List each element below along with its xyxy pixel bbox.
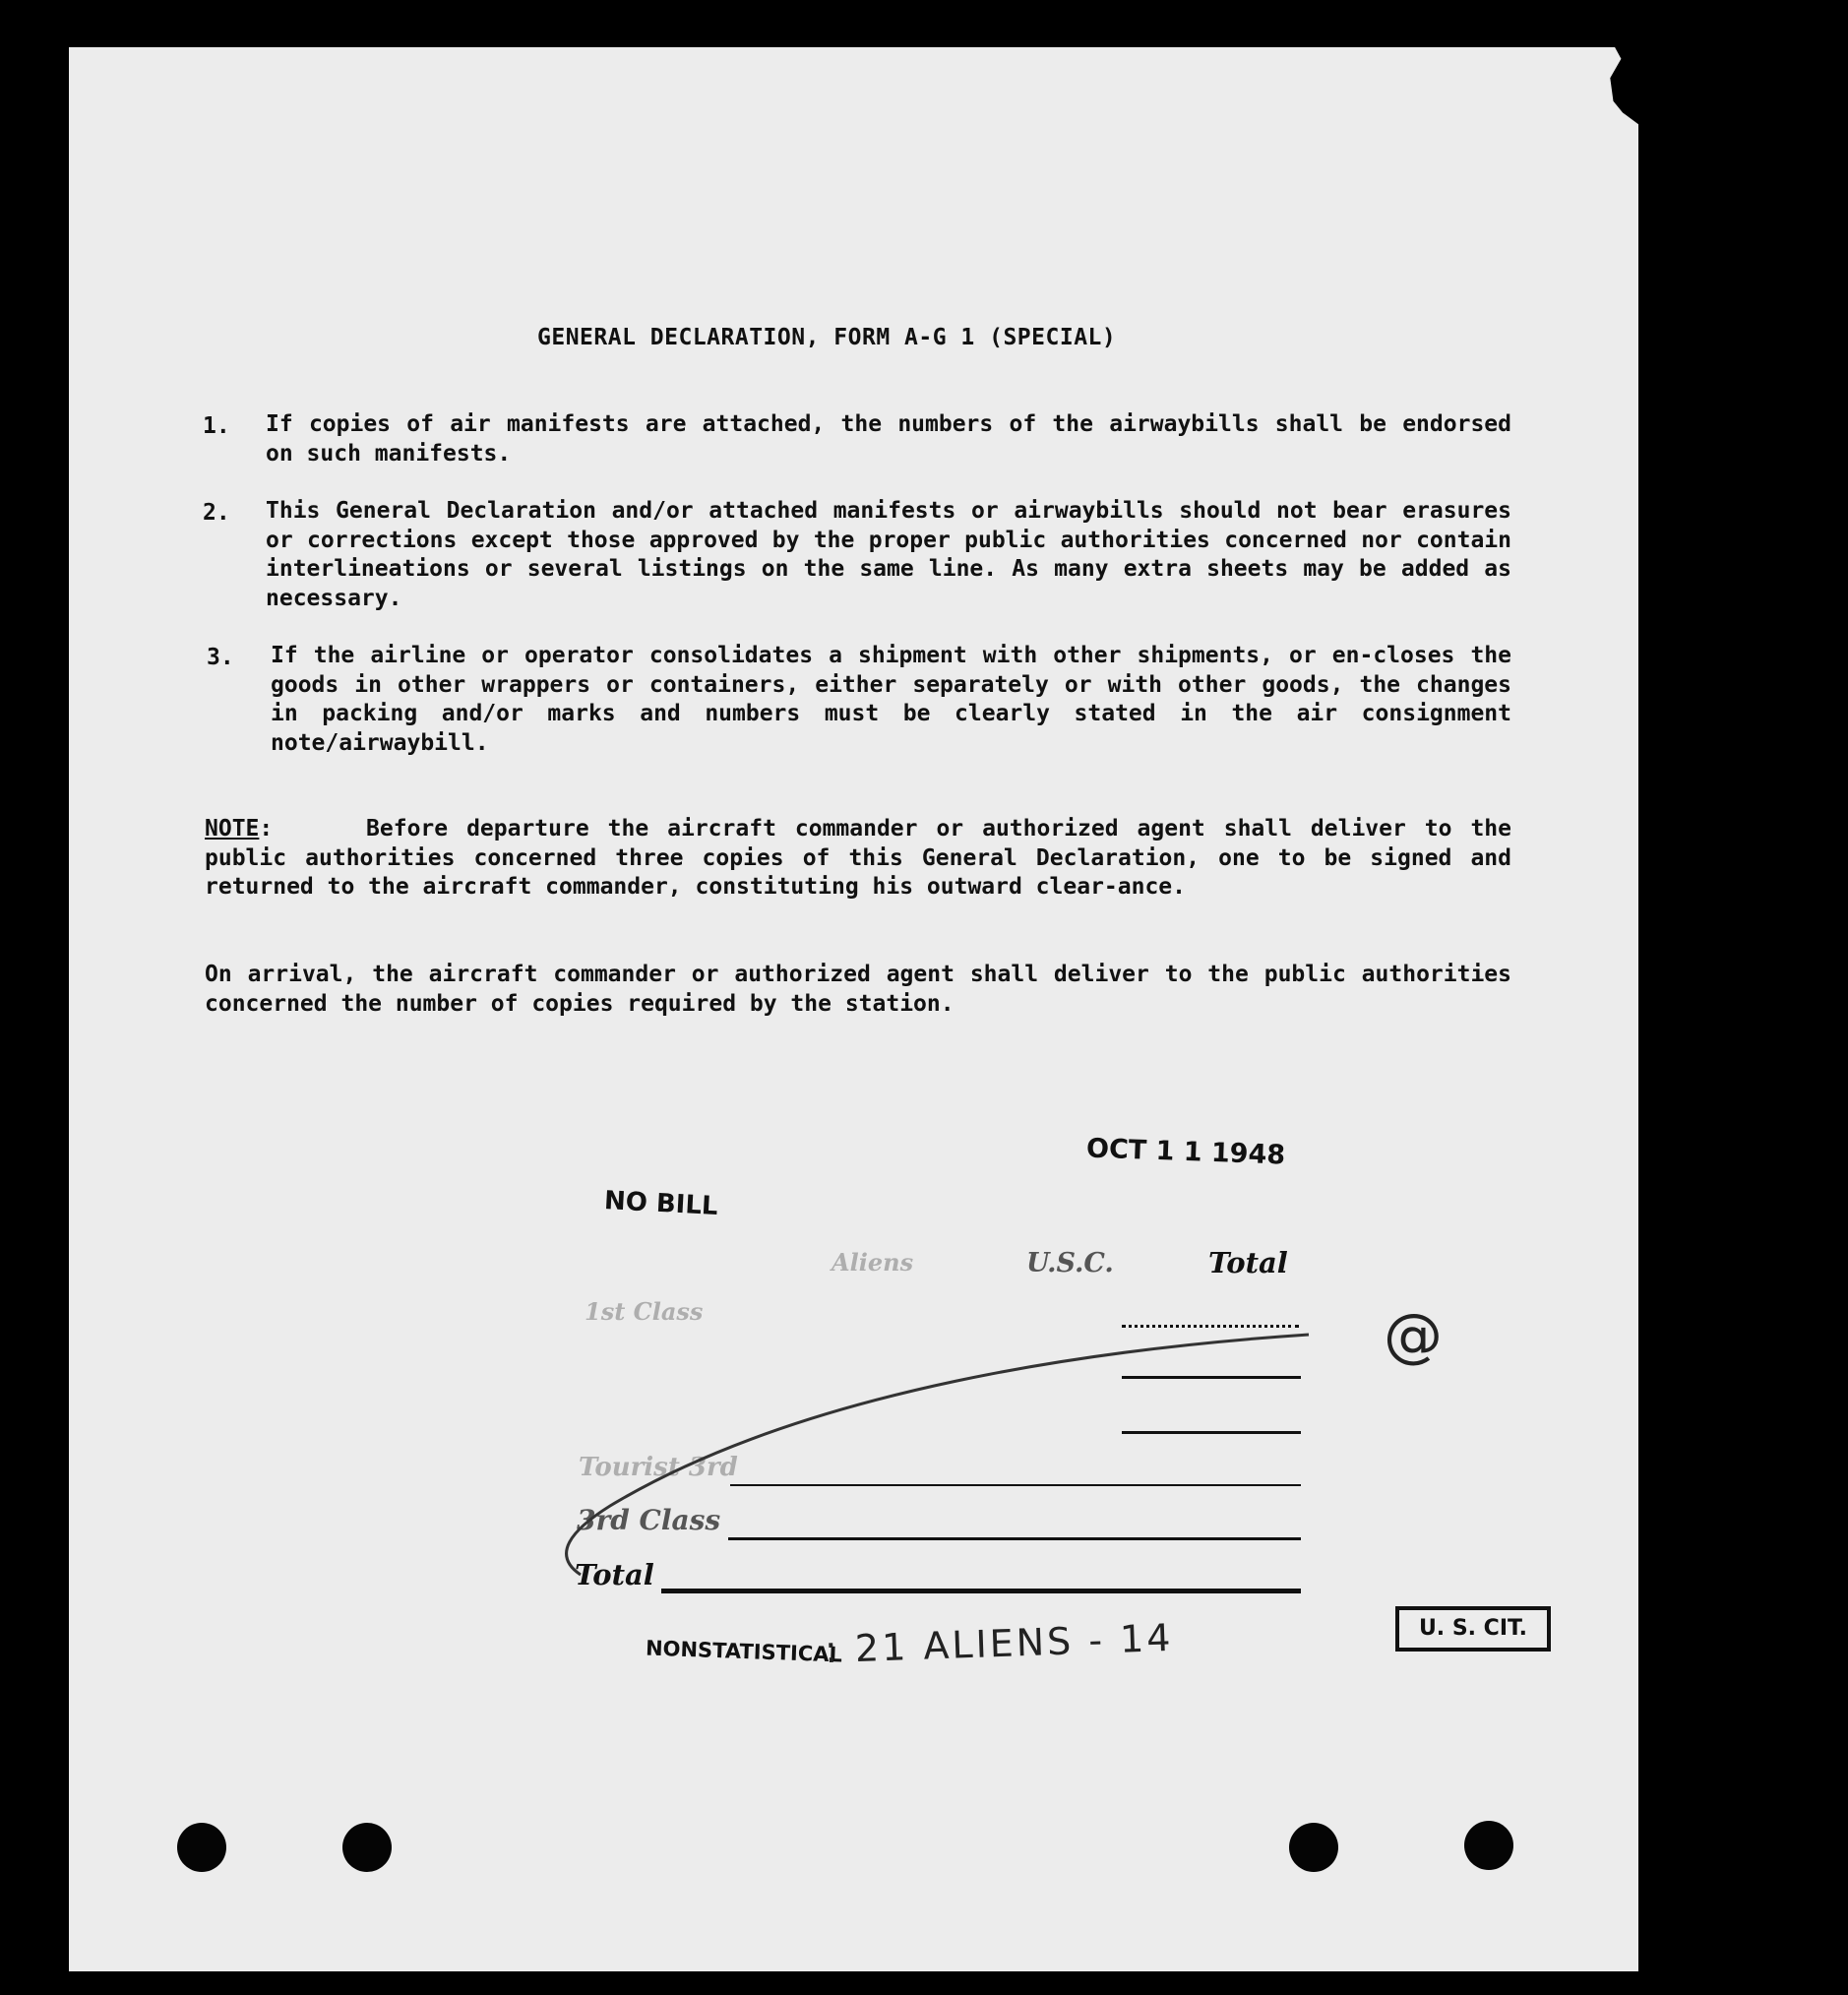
note-colon: : (259, 816, 274, 842)
punch-hole-1 (177, 1823, 226, 1872)
row-1st-class-label: 1st Class (585, 1297, 704, 1326)
line-total (661, 1589, 1301, 1593)
item-2-number: 2. (203, 500, 230, 526)
col-aliens-label: Aliens (832, 1248, 914, 1277)
item-1-number: 1. (203, 413, 230, 439)
row-total-label: Total (575, 1558, 654, 1591)
handwritten-mark: @ (1384, 1301, 1443, 1370)
item-3-text: If the airline or operator consolidates a shipment with other shipments, or en-closes the goods in other wrappers or containers, either separately or with other goods, the changes in packing and/or marks and numbers must be clearly stated in the air consignment note/airwaybill. (271, 643, 1511, 756)
punch-hole-4 (1464, 1821, 1513, 1870)
arrival-paragraph: On arrival, the aircraft commander or authorized agent shall deliver to the public authorities concerned the number of copies required by the station. (205, 962, 1511, 1017)
form-title: GENERAL DECLARATION, FORM A-G 1 (SPECIAL) (537, 325, 1117, 350)
punch-hole-3 (1289, 1823, 1338, 1872)
handwritten-aliens-count: : 21 ALIENS - 14 (824, 1615, 1175, 1672)
item-2-text: This General Declaration and/or attached manifests or airwaybills should not bear erasures or corrections except those approved by the proper public authorities concerned nor contain interlineations or several listings on the same line. As many extra sheets may be added as necessary. (266, 498, 1511, 611)
col-usc-label: U.S.C. (1026, 1248, 1114, 1278)
col-total-label: Total (1208, 1246, 1288, 1279)
note-text: Before departure the aircraft commander or authorized agent shall deliver to the public authorities concerned three copies of this General Declaration, one to be signed and returned to the aircraft commander, constituting his outward clear-ance. (205, 816, 1511, 900)
row-tourist-label: Tourist 3rd (579, 1453, 738, 1482)
no-bill-stamp: NO BILL (603, 1185, 719, 1222)
us-cit-stamp: U. S. CIT. (1395, 1606, 1551, 1652)
line-1st-total (1122, 1325, 1299, 1328)
date-stamp: OCT 1 1 1948 (1085, 1133, 1286, 1171)
note-label: NOTE (205, 816, 260, 842)
nonstatistical-stamp: NONSTATISTICAL (645, 1636, 843, 1667)
item-1-text: If copies of air manifests are attached, the numbers of the airwaybills shall be endorsed on such manifests. (266, 411, 1511, 467)
punch-hole-2 (342, 1823, 392, 1872)
row-3rd-class-label: 3rd Class (577, 1504, 721, 1536)
pen-stroke (551, 1329, 1319, 1585)
item-3-number: 3. (207, 645, 234, 670)
note-paragraph (205, 815, 1511, 903)
